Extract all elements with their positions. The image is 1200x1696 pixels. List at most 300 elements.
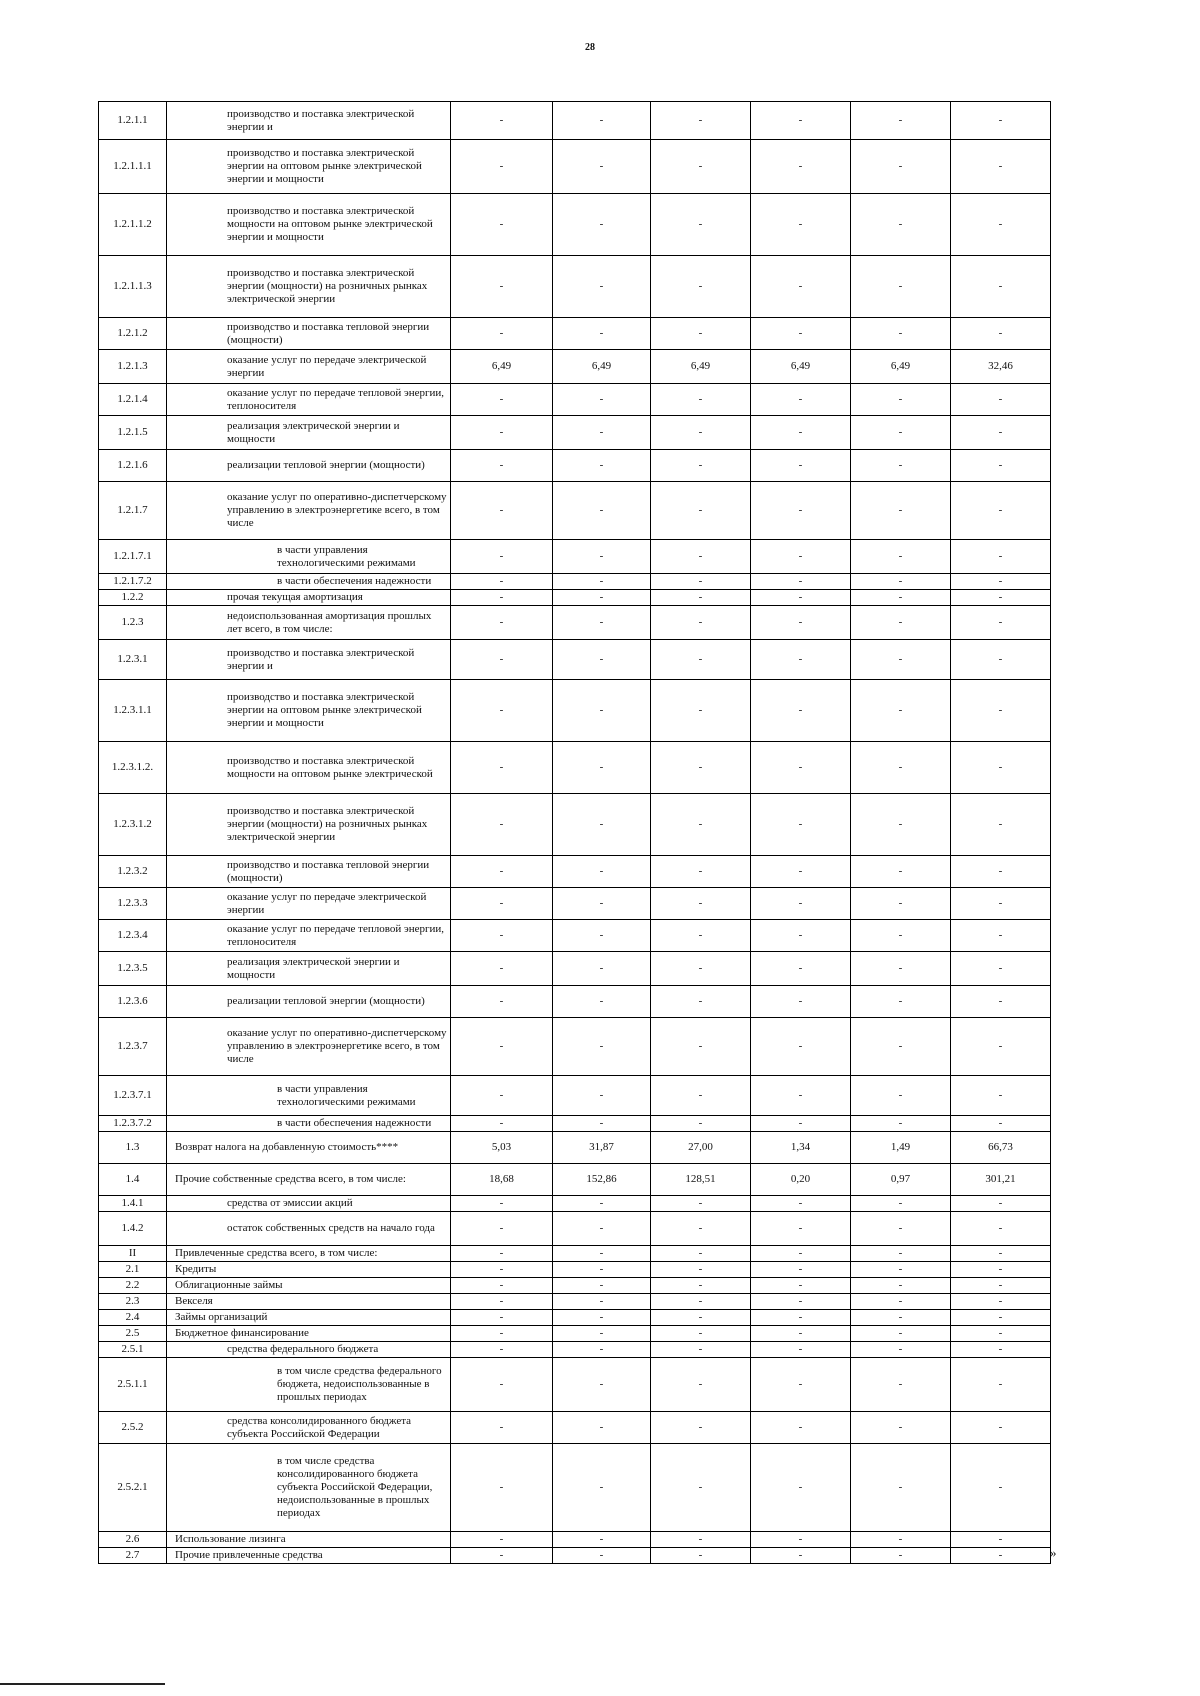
row-value: - bbox=[451, 1196, 553, 1212]
row-value: - bbox=[651, 1262, 751, 1278]
row-code: 1.2.1.7.2 bbox=[99, 574, 167, 590]
row-name: Прочие собственные средства всего, в том числе: bbox=[167, 1164, 451, 1196]
row-value: - bbox=[553, 986, 651, 1018]
row-code: 1.2.3.5 bbox=[99, 952, 167, 986]
row-value: - bbox=[951, 416, 1051, 450]
row-name: производство и поставка электрической энергии на оптовом рынке электрической энергии и мощности bbox=[167, 680, 451, 742]
row-value: - bbox=[651, 1548, 751, 1564]
row-value: - bbox=[451, 606, 553, 640]
row-value: - bbox=[651, 540, 751, 574]
row-code: 1.2.3.6 bbox=[99, 986, 167, 1018]
table-row bbox=[99, 318, 1051, 350]
row-code: 2.4 bbox=[99, 1310, 167, 1326]
row-name: оказание услуг по оперативно-диспетчерскому управлению в электроэнергетике всего, в том числе bbox=[167, 482, 451, 540]
row-value: - bbox=[451, 540, 553, 574]
row-name: производство и поставка электрической энергии на оптовом рынке электрической энергии и мощности bbox=[167, 140, 451, 194]
row-value: - bbox=[751, 1278, 851, 1294]
row-value: - bbox=[553, 920, 651, 952]
row-value: - bbox=[553, 194, 651, 256]
row-value: - bbox=[951, 794, 1051, 856]
row-name: в части управления технологическими режимами bbox=[167, 540, 451, 574]
row-code: 1.2.1.1.2 bbox=[99, 194, 167, 256]
row-value: - bbox=[851, 1246, 951, 1262]
row-value: - bbox=[951, 1076, 1051, 1116]
row-value: - bbox=[751, 1444, 851, 1532]
row-name: средства консолидированного бюджета субъекта Российской Федерации bbox=[167, 1412, 451, 1444]
row-value: - bbox=[851, 986, 951, 1018]
row-value: - bbox=[651, 1412, 751, 1444]
row-value: - bbox=[651, 102, 751, 140]
footer-rule bbox=[0, 1683, 165, 1685]
row-value: - bbox=[751, 318, 851, 350]
table-row bbox=[99, 574, 1051, 590]
row-value: - bbox=[851, 1326, 951, 1342]
row-code: 1.2.1.7.1 bbox=[99, 540, 167, 574]
row-value: - bbox=[651, 856, 751, 888]
row-value: - bbox=[851, 416, 951, 450]
row-value: - bbox=[451, 888, 553, 920]
row-value: - bbox=[951, 1294, 1051, 1310]
row-value: - bbox=[651, 450, 751, 482]
row-name: оказание услуг по передаче электрической энергии bbox=[167, 888, 451, 920]
row-code: 1.2.3.1.2 bbox=[99, 794, 167, 856]
row-value: - bbox=[951, 1444, 1051, 1532]
row-value: 27,00 bbox=[651, 1132, 751, 1164]
row-value: - bbox=[451, 1310, 553, 1326]
row-value: - bbox=[851, 1116, 951, 1132]
row-value: - bbox=[751, 140, 851, 194]
row-value: - bbox=[451, 450, 553, 482]
table-row bbox=[99, 482, 1051, 540]
row-value: - bbox=[451, 794, 553, 856]
row-value: - bbox=[951, 318, 1051, 350]
row-name: Векселя bbox=[167, 1294, 451, 1310]
row-name: производство и поставка тепловой энергии (мощности) bbox=[167, 856, 451, 888]
row-value: - bbox=[751, 1548, 851, 1564]
table-row bbox=[99, 1196, 1051, 1212]
row-value: - bbox=[751, 482, 851, 540]
row-value: - bbox=[553, 1116, 651, 1132]
row-value: - bbox=[851, 1212, 951, 1246]
row-name: Кредиты bbox=[167, 1262, 451, 1278]
row-value: - bbox=[451, 1294, 553, 1310]
table-row bbox=[99, 1444, 1051, 1532]
row-value: - bbox=[751, 1262, 851, 1278]
row-name: в части обеспечения надежности bbox=[167, 1116, 451, 1132]
row-value: 31,87 bbox=[553, 1132, 651, 1164]
row-value: - bbox=[651, 986, 751, 1018]
row-value: - bbox=[553, 888, 651, 920]
row-value: - bbox=[851, 794, 951, 856]
row-value: - bbox=[751, 256, 851, 318]
row-code: 2.5 bbox=[99, 1326, 167, 1342]
table-row bbox=[99, 384, 1051, 416]
row-value: - bbox=[751, 1018, 851, 1076]
row-value: - bbox=[951, 1116, 1051, 1132]
row-value: 152,86 bbox=[553, 1164, 651, 1196]
table-row bbox=[99, 1310, 1051, 1326]
row-value: 301,21 bbox=[951, 1164, 1051, 1196]
row-value: - bbox=[751, 1326, 851, 1342]
row-value: - bbox=[651, 1358, 751, 1412]
row-value: - bbox=[851, 952, 951, 986]
row-value: - bbox=[951, 1358, 1051, 1412]
table-row bbox=[99, 590, 1051, 606]
row-name: Возврат налога на добавленную стоимость**** bbox=[167, 1132, 451, 1164]
row-value: - bbox=[951, 1212, 1051, 1246]
row-value: - bbox=[451, 1212, 553, 1246]
row-value: - bbox=[851, 1412, 951, 1444]
row-code: 1.4.1 bbox=[99, 1196, 167, 1212]
row-code: 2.5.1 bbox=[99, 1342, 167, 1358]
row-value: - bbox=[751, 1116, 851, 1132]
row-code: 1.2.1.4 bbox=[99, 384, 167, 416]
row-code: 1.2.3.1 bbox=[99, 640, 167, 680]
table-row bbox=[99, 680, 1051, 742]
row-value: - bbox=[751, 856, 851, 888]
row-value: - bbox=[851, 640, 951, 680]
row-name: реализация электрической энергии и мощности bbox=[167, 416, 451, 450]
row-name: Займы организаций bbox=[167, 1310, 451, 1326]
row-code: 1.2.3.7.2 bbox=[99, 1116, 167, 1132]
row-value: - bbox=[553, 450, 651, 482]
page-number: 28 bbox=[585, 42, 595, 53]
row-code: 2.6 bbox=[99, 1532, 167, 1548]
row-value: - bbox=[553, 1444, 651, 1532]
row-value: - bbox=[951, 1326, 1051, 1342]
row-value: - bbox=[951, 920, 1051, 952]
row-value: - bbox=[651, 1342, 751, 1358]
row-value: - bbox=[553, 1212, 651, 1246]
row-code: II bbox=[99, 1246, 167, 1262]
row-value: - bbox=[951, 1018, 1051, 1076]
row-value: - bbox=[851, 450, 951, 482]
row-value: - bbox=[951, 540, 1051, 574]
table-row bbox=[99, 194, 1051, 256]
row-value: - bbox=[651, 1294, 751, 1310]
table-row bbox=[99, 1532, 1051, 1548]
row-value: - bbox=[553, 952, 651, 986]
row-value: - bbox=[651, 952, 751, 986]
row-code: 1.2.1.7 bbox=[99, 482, 167, 540]
row-value: - bbox=[651, 680, 751, 742]
row-name: Привлеченные средства всего, в том числе: bbox=[167, 1246, 451, 1262]
row-value: - bbox=[751, 1310, 851, 1326]
row-value: - bbox=[451, 920, 553, 952]
table-row bbox=[99, 1246, 1051, 1262]
row-value: - bbox=[951, 640, 1051, 680]
row-value: - bbox=[553, 640, 651, 680]
row-code: 1.2.1.1.1 bbox=[99, 140, 167, 194]
row-value: - bbox=[451, 1342, 553, 1358]
table-row bbox=[99, 1548, 1051, 1564]
row-value: - bbox=[553, 590, 651, 606]
row-value: - bbox=[751, 920, 851, 952]
row-name: Бюджетное финансирование bbox=[167, 1326, 451, 1342]
row-value: - bbox=[951, 952, 1051, 986]
row-value: - bbox=[851, 1342, 951, 1358]
table-row bbox=[99, 140, 1051, 194]
row-value: 6,49 bbox=[553, 350, 651, 384]
row-name: оказание услуг по оперативно-диспетчерскому управлению в электроэнергетике всего, в том числе bbox=[167, 1018, 451, 1076]
row-value: - bbox=[451, 256, 553, 318]
row-value: - bbox=[751, 1196, 851, 1212]
row-value: - bbox=[451, 574, 553, 590]
row-value: - bbox=[451, 742, 553, 794]
row-value: - bbox=[451, 1358, 553, 1412]
row-value: - bbox=[951, 1246, 1051, 1262]
row-name: производство и поставка электрической мощности на оптовом рынке электрической энергии и мощности bbox=[167, 194, 451, 256]
row-value: 6,49 bbox=[451, 350, 553, 384]
row-value: - bbox=[751, 680, 851, 742]
table-body bbox=[99, 102, 1051, 1564]
table-row bbox=[99, 1294, 1051, 1310]
row-value: - bbox=[851, 482, 951, 540]
row-value: - bbox=[751, 1294, 851, 1310]
row-value: - bbox=[651, 1212, 751, 1246]
row-value: - bbox=[851, 606, 951, 640]
row-value: - bbox=[651, 888, 751, 920]
row-value: - bbox=[651, 606, 751, 640]
row-value: - bbox=[553, 606, 651, 640]
row-name: оказание услуг по передаче тепловой энергии, теплоносителя bbox=[167, 384, 451, 416]
closing-quote-mark: » bbox=[1050, 1545, 1057, 1560]
row-value: - bbox=[951, 102, 1051, 140]
row-value: 5,03 bbox=[451, 1132, 553, 1164]
row-value: - bbox=[851, 540, 951, 574]
row-name: реализации тепловой энергии (мощности) bbox=[167, 986, 451, 1018]
table-row bbox=[99, 986, 1051, 1018]
row-value: - bbox=[451, 384, 553, 416]
row-value: - bbox=[851, 1196, 951, 1212]
row-value: - bbox=[851, 1076, 951, 1116]
row-value: 18,68 bbox=[451, 1164, 553, 1196]
table-row bbox=[99, 1116, 1051, 1132]
table-row bbox=[99, 1212, 1051, 1246]
row-code: 1.2.3.2 bbox=[99, 856, 167, 888]
row-value: - bbox=[951, 194, 1051, 256]
row-value: - bbox=[951, 1196, 1051, 1212]
row-code: 1.4 bbox=[99, 1164, 167, 1196]
row-value: - bbox=[451, 1326, 553, 1342]
row-name: производство и поставка электрической энергии и bbox=[167, 102, 451, 140]
row-value: - bbox=[451, 1076, 553, 1116]
row-value: - bbox=[451, 1246, 553, 1262]
row-value: - bbox=[951, 256, 1051, 318]
row-value: - bbox=[553, 256, 651, 318]
table-row bbox=[99, 1326, 1051, 1342]
row-value: 6,49 bbox=[651, 350, 751, 384]
table-row bbox=[99, 856, 1051, 888]
row-code: 2.5.2.1 bbox=[99, 1444, 167, 1532]
row-value: - bbox=[751, 1212, 851, 1246]
row-value: - bbox=[451, 102, 553, 140]
row-value: - bbox=[553, 1278, 651, 1294]
row-code: 1.2.3.7.1 bbox=[99, 1076, 167, 1116]
table-row bbox=[99, 640, 1051, 680]
row-value: - bbox=[751, 742, 851, 794]
table-row bbox=[99, 920, 1051, 952]
table-row bbox=[99, 350, 1051, 384]
row-value: - bbox=[951, 482, 1051, 540]
row-value: - bbox=[751, 1412, 851, 1444]
table-row bbox=[99, 1262, 1051, 1278]
row-value: - bbox=[451, 590, 553, 606]
row-name: Прочие привлеченные средства bbox=[167, 1548, 451, 1564]
row-value: - bbox=[553, 1076, 651, 1116]
row-value: - bbox=[553, 574, 651, 590]
row-value: - bbox=[951, 606, 1051, 640]
row-value: - bbox=[451, 856, 553, 888]
row-value: - bbox=[553, 540, 651, 574]
row-code: 2.5.2 bbox=[99, 1412, 167, 1444]
row-value: - bbox=[553, 140, 651, 194]
row-value: - bbox=[751, 794, 851, 856]
row-value: - bbox=[951, 1278, 1051, 1294]
row-code: 1.2.3 bbox=[99, 606, 167, 640]
row-value: - bbox=[451, 194, 553, 256]
table-row bbox=[99, 1358, 1051, 1412]
row-name: реализация электрической энергии и мощности bbox=[167, 952, 451, 986]
row-value: 6,49 bbox=[751, 350, 851, 384]
row-value: - bbox=[451, 1444, 553, 1532]
row-value: - bbox=[951, 1412, 1051, 1444]
row-name: в том числе средства федерального бюджета, недоиспользованные в прошлых периодах bbox=[167, 1358, 451, 1412]
row-name: производство и поставка электрической энергии (мощности) на розничных рынках электрической энергии bbox=[167, 794, 451, 856]
row-value: - bbox=[451, 1532, 553, 1548]
row-value: - bbox=[751, 574, 851, 590]
row-value: - bbox=[951, 856, 1051, 888]
row-value: - bbox=[751, 640, 851, 680]
row-value: - bbox=[451, 482, 553, 540]
row-value: - bbox=[851, 1310, 951, 1326]
table-row bbox=[99, 1164, 1051, 1196]
row-code: 2.3 bbox=[99, 1294, 167, 1310]
row-value: - bbox=[451, 318, 553, 350]
row-value: - bbox=[751, 194, 851, 256]
row-value: - bbox=[651, 1076, 751, 1116]
row-value: - bbox=[651, 920, 751, 952]
row-value: - bbox=[851, 318, 951, 350]
row-value: - bbox=[751, 590, 851, 606]
row-value: - bbox=[651, 742, 751, 794]
row-value: - bbox=[553, 1294, 651, 1310]
row-value: 1,34 bbox=[751, 1132, 851, 1164]
row-value: - bbox=[951, 1310, 1051, 1326]
row-value: - bbox=[651, 1116, 751, 1132]
row-value: 1,49 bbox=[851, 1132, 951, 1164]
row-value: - bbox=[851, 384, 951, 416]
row-value: - bbox=[851, 742, 951, 794]
row-value: - bbox=[553, 856, 651, 888]
row-value: - bbox=[851, 680, 951, 742]
row-value: - bbox=[553, 1358, 651, 1412]
row-code: 1.3 bbox=[99, 1132, 167, 1164]
row-value: - bbox=[451, 640, 553, 680]
row-code: 1.2.1.6 bbox=[99, 450, 167, 482]
row-name: недоиспользованная амортизация прошлых лет всего, в том числе: bbox=[167, 606, 451, 640]
row-value: - bbox=[751, 952, 851, 986]
row-value: - bbox=[751, 384, 851, 416]
row-code: 1.4.2 bbox=[99, 1212, 167, 1246]
table-row bbox=[99, 1278, 1051, 1294]
row-name: производство и поставка электрической энергии и bbox=[167, 640, 451, 680]
row-value: - bbox=[851, 1358, 951, 1412]
table-row bbox=[99, 1412, 1051, 1444]
row-value: - bbox=[451, 416, 553, 450]
row-code: 2.7 bbox=[99, 1548, 167, 1564]
row-value: - bbox=[553, 1326, 651, 1342]
row-value: - bbox=[851, 1018, 951, 1076]
row-value: - bbox=[451, 1548, 553, 1564]
table-row bbox=[99, 102, 1051, 140]
table-row bbox=[99, 1132, 1051, 1164]
table-row bbox=[99, 606, 1051, 640]
row-code: 1.2.3.3 bbox=[99, 888, 167, 920]
row-value: - bbox=[651, 194, 751, 256]
row-value: - bbox=[553, 318, 651, 350]
row-value: - bbox=[553, 1262, 651, 1278]
row-name: в том числе средства консолидированного бюджета субъекта Российской Федерации, недоиспользованные в прошлых периодах bbox=[167, 1444, 451, 1532]
row-value: - bbox=[951, 590, 1051, 606]
row-value: - bbox=[851, 574, 951, 590]
row-code: 1.2.1.3 bbox=[99, 350, 167, 384]
row-value: - bbox=[951, 680, 1051, 742]
row-value: - bbox=[751, 888, 851, 920]
row-value: - bbox=[751, 1342, 851, 1358]
row-value: - bbox=[951, 1262, 1051, 1278]
row-value: - bbox=[951, 140, 1051, 194]
row-code: 1.2.3.7 bbox=[99, 1018, 167, 1076]
table-row bbox=[99, 450, 1051, 482]
row-value: - bbox=[851, 590, 951, 606]
row-name: оказание услуг по передаче тепловой энергии, теплоносителя bbox=[167, 920, 451, 952]
row-code: 2.1 bbox=[99, 1262, 167, 1278]
row-value: - bbox=[651, 640, 751, 680]
row-value: - bbox=[451, 1412, 553, 1444]
row-value: - bbox=[751, 416, 851, 450]
row-value: 32,46 bbox=[951, 350, 1051, 384]
table-row bbox=[99, 1076, 1051, 1116]
row-value: - bbox=[851, 1444, 951, 1532]
row-value: - bbox=[651, 1532, 751, 1548]
row-value: - bbox=[851, 1548, 951, 1564]
row-value: - bbox=[951, 574, 1051, 590]
row-name: реализации тепловой энергии (мощности) bbox=[167, 450, 451, 482]
row-value: - bbox=[553, 482, 651, 540]
row-value: - bbox=[751, 450, 851, 482]
table-row bbox=[99, 1018, 1051, 1076]
row-value: - bbox=[651, 384, 751, 416]
row-value: - bbox=[951, 384, 1051, 416]
row-name: оказание услуг по передаче электрической энергии bbox=[167, 350, 451, 384]
row-value: - bbox=[851, 1278, 951, 1294]
table-row bbox=[99, 416, 1051, 450]
row-value: - bbox=[553, 1246, 651, 1262]
row-value: - bbox=[553, 742, 651, 794]
row-value: - bbox=[553, 680, 651, 742]
row-code: 1.2.1.1.3 bbox=[99, 256, 167, 318]
row-value: - bbox=[553, 1018, 651, 1076]
row-value: - bbox=[451, 1262, 553, 1278]
row-name: производство и поставка электрической мощности на оптовом рынке электрической bbox=[167, 742, 451, 794]
row-value: - bbox=[751, 1532, 851, 1548]
row-value: - bbox=[651, 574, 751, 590]
row-value: - bbox=[651, 1196, 751, 1212]
row-value: - bbox=[751, 1076, 851, 1116]
row-value: - bbox=[751, 1358, 851, 1412]
table-row bbox=[99, 888, 1051, 920]
